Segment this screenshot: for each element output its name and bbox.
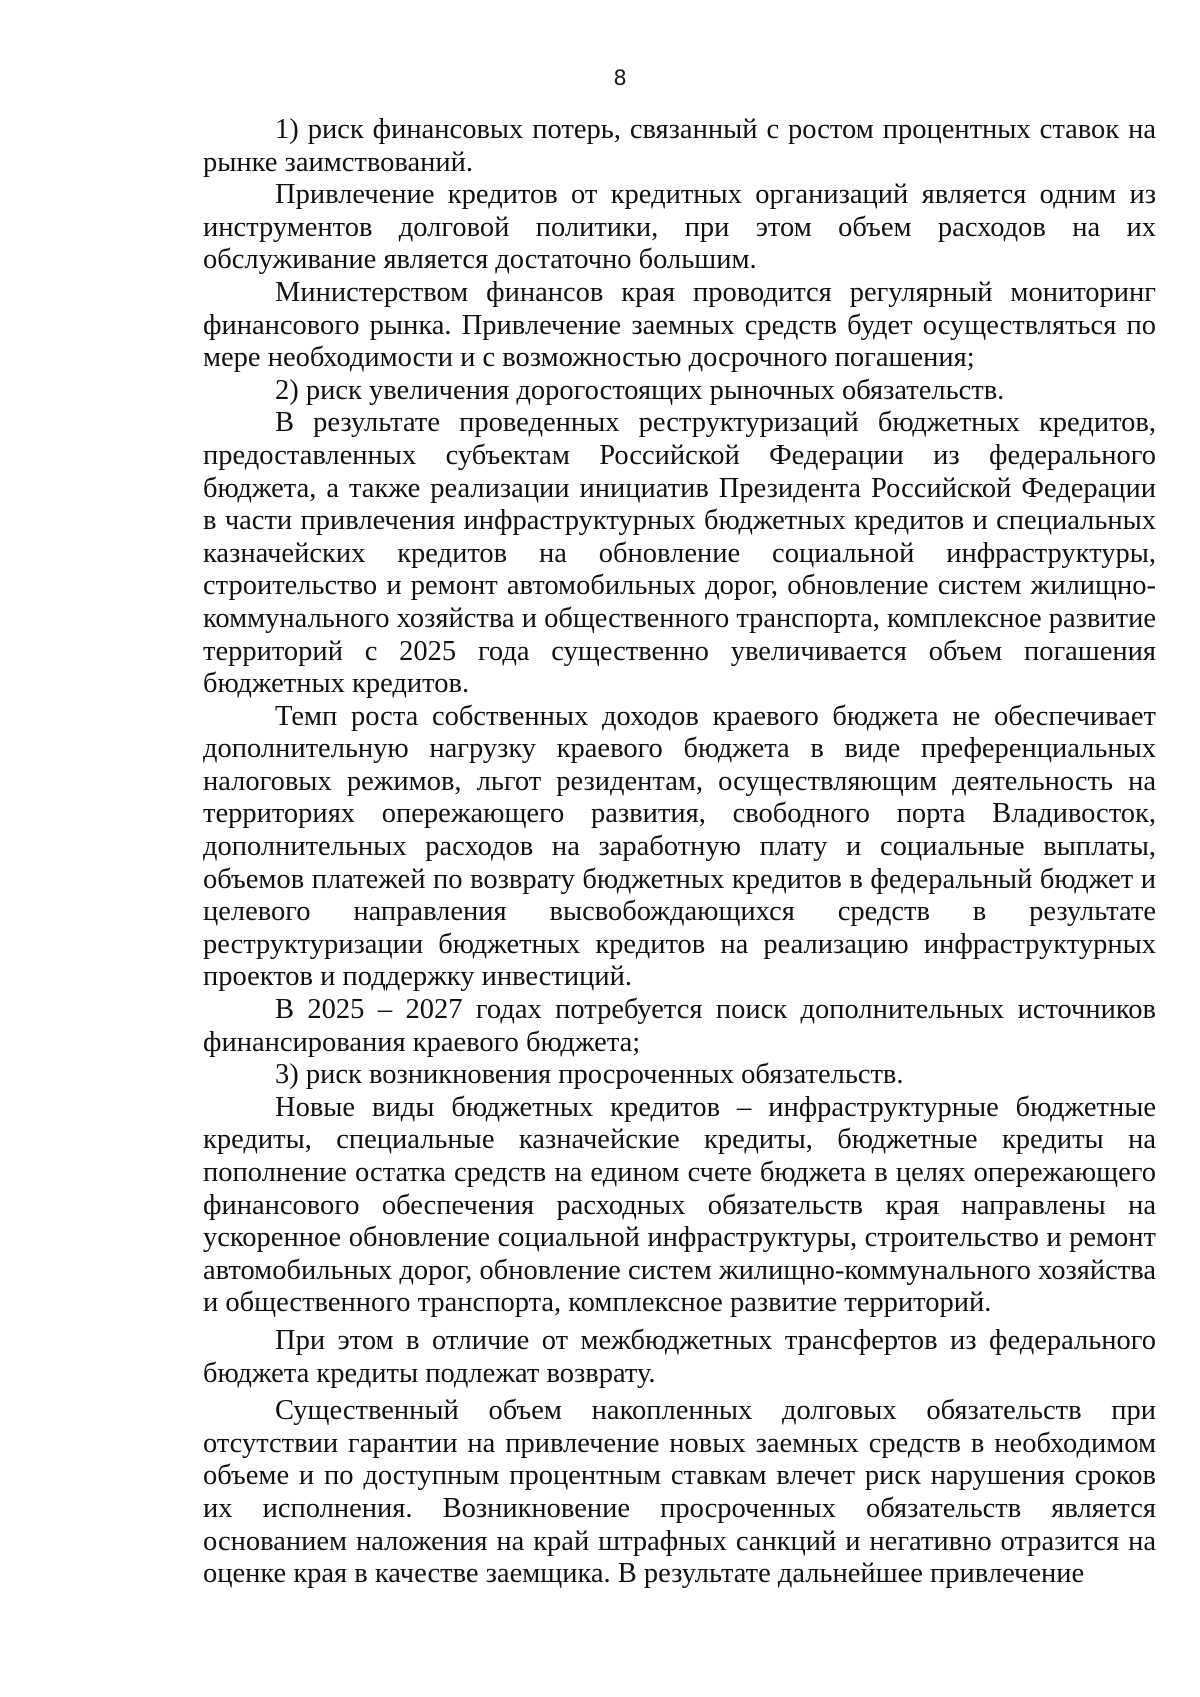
paragraph-new-credit-types: Новые виды бюджетных кредитов – инфраструктурные бюджетные кредиты, специальные казначейские кредиты, бюджетные кредиты на пополнение остатка средств на едином счете бюджета в целях опережающего финансового обеспечения расходных обязательств края направлены на ускоренное обновление социальной инфраструктуры, строительство и ремонт автомобильных дорог, обновление систем жилищно-коммунального хозяйства и общественного транспорта, комплексное развитие территорий.: [203, 1091, 1156, 1319]
paragraph-loans-tool: Привлечение кредитов от кредитных организаций является одним из инструментов долговой политики, при этом объем расходов на их обслуживание является достаточно большим.: [203, 179, 1156, 276]
paragraph-risk-2: 2) риск увеличения дорогостоящих рыночных обязательств.: [275, 374, 1005, 406]
paragraph-restructuring: В результате проведенных реструктуризаций бюджетных кредитов, предоставленных субъектам Российской Федерации из федерального бюджета, а также реализации инициатив Президента Российской Федерации в части привлечения инфраструктурных бюджетных кредитов и специальных казначейских кредитов на обновление социальной инфраструктуры, строительство и ремонт автомобильных дорог, обновление систем жилищно-коммунального хозяйства и общественного транспорта, комплексное развитие территорий с 2025 года существенно увеличивается объем погашения бюджетных кредитов.: [203, 407, 1156, 700]
paragraph-repayment: При этом в отличие от межбюджетных трансфертов из федерального бюджета кредиты подлежат возврату.: [203, 1324, 1156, 1389]
paragraph-risk-1: 1) риск финансовых потерь, связанный с ростом процентных ставок на рынке заимствований.: [203, 114, 1156, 178]
page-number: 8: [613, 66, 627, 90]
paragraph-revenue-growth: Темп роста собственных доходов краевого бюджета не обеспечивает дополнительную нагрузку краевого бюджета в виде преференциальных налоговых режимов, льгот резидентам, осуществляющим деятельность на территориях опережающего развития, свободного порта Владивосток, дополнительных расходов на заработную плату и социальные выплаты, объемов платежей по возврату бюджетных кредитов в федеральный бюджет и целевого направления высвобождающихся средств в результате реструктуризации бюджетных кредитов на реализацию инфраструктурных проектов и поддержку инвестиций.: [203, 700, 1156, 993]
paragraph-debt-volume: Существенный объем накопленных долговых обязательств при отсутствии гарантии на привлечение новых заемных средств в необходимом объеме и по доступным процентным ставкам влечет риск нарушения сроков их исполнения. Возникновение просроченных обязательств является основанием наложения на край штрафных санкций и негативно отразится на оценке края в качестве заемщика. В результате дальнейшее привлечение: [203, 1395, 1156, 1590]
paragraph-risk-3: 3) риск возникновения просроченных обязательств.: [275, 1059, 904, 1091]
document-body: [203, 114, 1156, 1591]
paragraph-funding-search: В 2025 – 2027 годах потребуется поиск дополнительных источников финансирования краевого бюджета;: [203, 994, 1156, 1058]
paragraph-monitoring: Министерством финансов края проводится регулярный мониторинг финансового рынка. Привлечение заемных средств будет осуществляться по мере необходимости и с возможностью досрочного погашения;: [203, 276, 1156, 374]
